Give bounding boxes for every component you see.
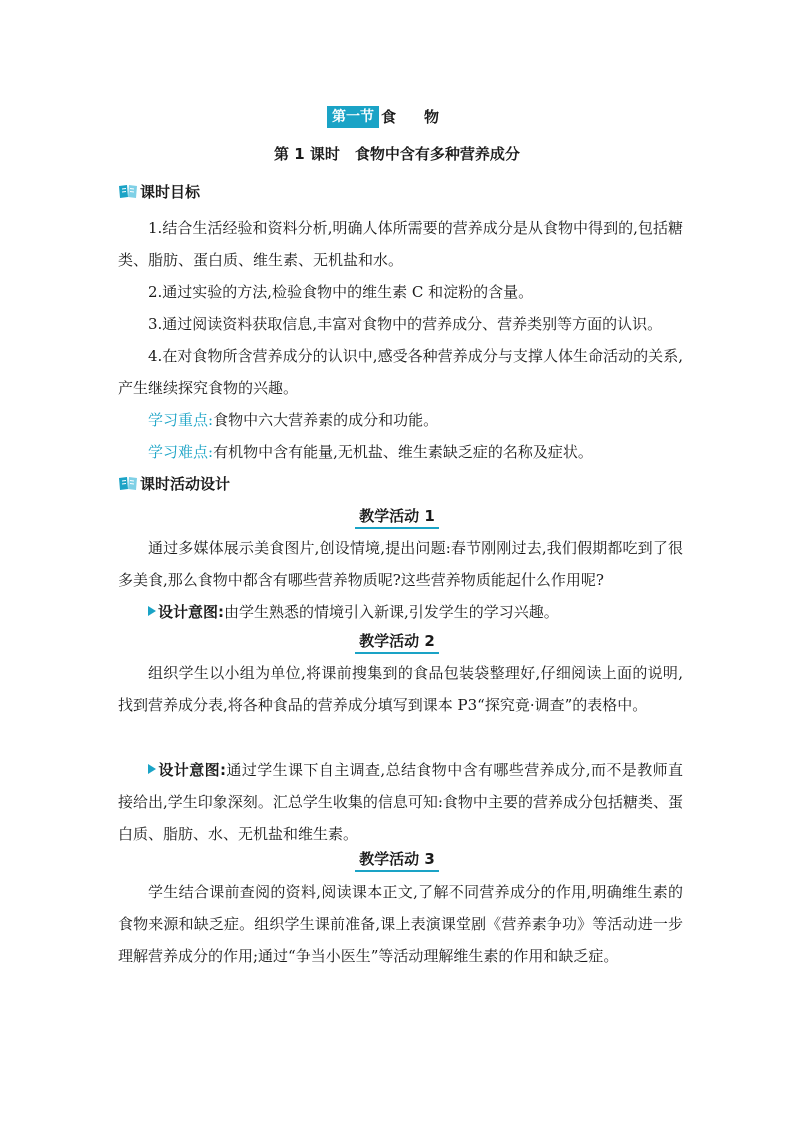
objectives-heading: [118, 180, 200, 204]
activity-2-text: 组织学生以小组为单位,将课前搜集到的食品包装袋整理好,仔细阅读上面的说明,找到营养成分表,将各种食品的营养成分填写到课本 P3“探究竟·调查”的表格中。: [118, 664, 683, 714]
objective-item-2: 2.通过实验的方法,检验食物中的维生素 C 和淀粉的含量。: [148, 283, 534, 301]
activity-3-text: 学生结合课前查阅的资料,阅读课本正文,了解不同营养成分的作用,明确维生素的食物来源和缺乏症。组织学生课前准备,课上表演课堂剧《营养素争功》等活动进一步理解营养成分的作用;通过“争当小医生”等活动理解维生素的作用和缺乏症。: [118, 883, 683, 965]
lesson-title: 第 1 课时 食物中含有多种营养成分: [274, 145, 520, 163]
book-icon: [118, 475, 138, 491]
design-heading: [118, 472, 230, 496]
key-point-text: 食物中六大营养素的成分和功能。: [213, 411, 439, 429]
design-heading-label: 课时活动设计: [140, 475, 231, 493]
activity-3-label: 教学活动 3: [0, 848, 794, 872]
activity-2-intent: [118, 754, 683, 850]
objective-item-3: 3.通过阅读资料获取信息,丰富对食物中的营养成分、营养类别等方面的认识。: [148, 315, 663, 333]
difficulty-label: 学习难点:: [148, 443, 214, 461]
difficulty-point: [118, 436, 683, 468]
section-name: 食物: [380, 108, 467, 126]
section-badge: 第一节: [327, 106, 379, 128]
objective-item-1: 1.结合生活经验和资料分析,明确人体所需要的营养成分是从食物中得到的,包括糖类、脂肪、蛋白质、维生素、无机盐和水。: [118, 219, 683, 269]
difficulty-text: 有机物中含有能量,无机盐、维生素缺乏症的名称及症状。: [213, 443, 593, 461]
book-icon: [118, 183, 138, 199]
objectives-heading-label: 课时目标: [140, 183, 201, 201]
objective-item-4: 4.在对食物所含营养成分的认识中,感受各种营养成分与支撑人体生命活动的关系,产生继续探究食物的兴趣。: [118, 347, 683, 397]
activity-1-text: 通过多媒体展示美食图片,创设情境,提出问题:春节刚刚过去,我们假期都吃到了很多美食,那么食物中都含有哪些营养物质呢?这些营养物质能起什么作用呢?: [118, 539, 683, 589]
key-point-label: 学习重点:: [148, 411, 214, 429]
section-title: [0, 104, 794, 129]
triangle-marker-icon: [148, 606, 156, 616]
intent-label: 设计意图:: [158, 603, 224, 621]
intent-text: 通过学生课下自主调查,总结食物中含有哪些营养成分,而不是教师直接给出,学生印象深刻。汇总学生收集的信息可知:食物中主要的营养成分包括糖类、蛋白质、脂肪、水、无机盐和维生素。: [118, 761, 684, 843]
activity-1-label: 教学活动 1: [0, 505, 794, 529]
activity-2-label: 教学活动 2: [0, 630, 794, 654]
triangle-marker-icon: [148, 764, 156, 774]
intent-text: 由学生熟悉的情境引入新课,引发学生的学习兴趣。: [224, 603, 559, 621]
intent-label: 设计意图:: [158, 761, 227, 779]
key-point: [118, 404, 683, 436]
activity-1-intent: [118, 596, 683, 628]
